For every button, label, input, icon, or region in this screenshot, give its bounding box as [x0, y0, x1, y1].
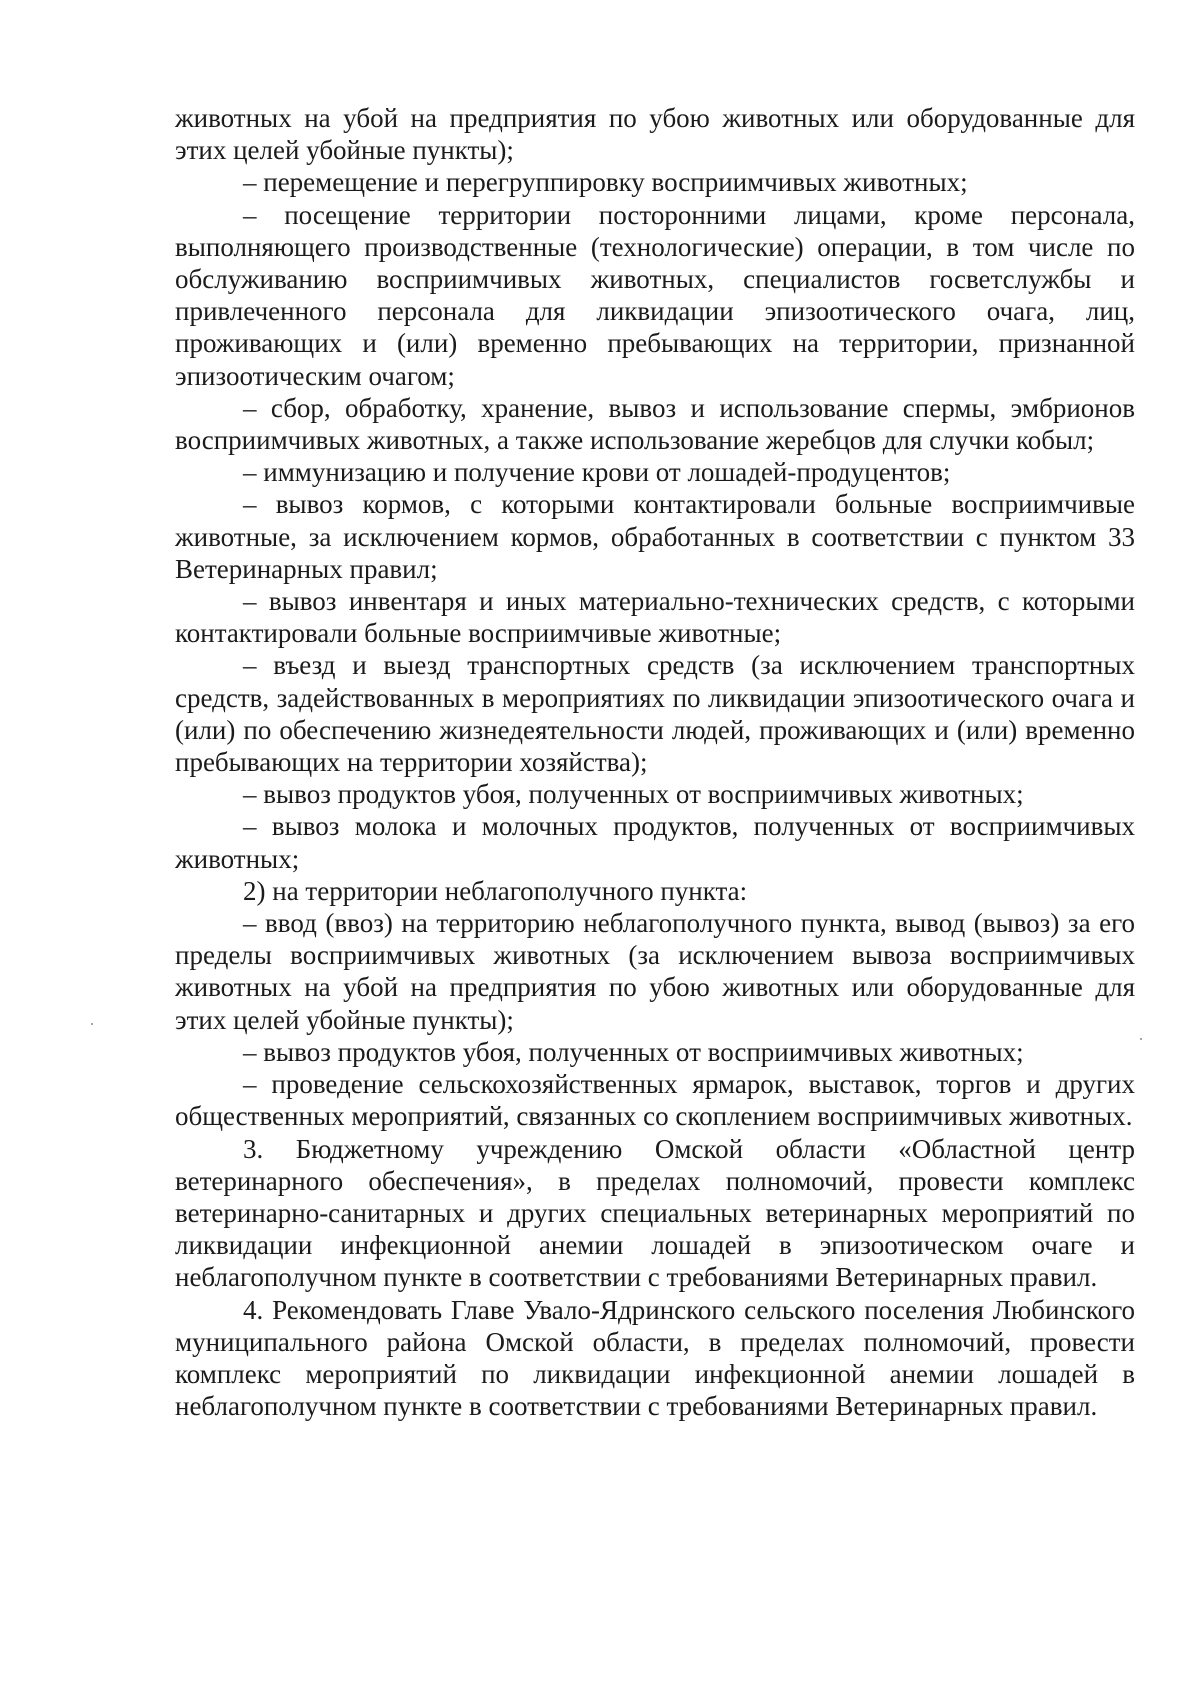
paragraph-slaughter-products-ban-2: – вывоз продуктов убоя, полученных от восприимчивых животных; [243, 1036, 1024, 1067]
scan-speck [91, 1023, 93, 1025]
scan-speck [1140, 1038, 1142, 1040]
paragraph-feed-ban: – вывоз кормов, с которыми контактировали больные восприимчивые животные, за исключением кормов, обработанных в соответствии с пунктом 33 Ветеринарных правил; [175, 489, 1135, 584]
paragraph-immunization-ban: – иммунизацию и получение крови от лошадей-продуцентов; [243, 457, 951, 488]
document-body [175, 102, 1135, 1422]
paragraph-slaughter-products-ban: – вывоз продуктов убоя, полученных от восприимчивых животных; [243, 779, 1024, 810]
paragraph-inventory-ban: – вывоз инвентаря и иных материально-технических средств, с которыми контактировали больные восприимчивые животные; [175, 586, 1135, 649]
paragraph-milk-ban: – вывоз молока и молочных продуктов, полученных от восприимчивых животных; [175, 811, 1135, 874]
paragraph-continuation: животных на убой на предприятия по убою животных или оборудованные для этих целей убойные пункты); [175, 103, 1135, 166]
paragraph-entry-exit-ban: – ввод (ввоз) на территорию неблагополучного пункта, вывод (вывоз) за его пределы восприимчивых животных (за исключением вывоза восприимчивых животных на убой на предприятия по убою животных или оборудованные для этих целей убойные пункты); [175, 908, 1135, 1035]
paragraph-sperm-ban: – сбор, обработку, хранение, вывоз и использование спермы, эмбрионов восприимчивых животных, а также использование жеребцов для случки кобыл; [175, 392, 1135, 456]
paragraph-item-4: 4. Рекомендовать Главе Увало-Ядринского сельского поселения Любинского муниципального района Омской области, в пределах полномочий, провести комплекс мероприятий по ликвидации инфекционной анемии лошадей в неблагополучном пункте в соответствии с требованиями Ветеринарных правил. [175, 1294, 1135, 1422]
paragraph-visit-ban: – посещение территории посторонними лицами, кроме персонала, выполняющего производственные (технологические) операции, в том числе по обслуживанию восприимчивых животных, специалистов госветслужбы и привлеченного персонала для ликвидации эпизоотического очага, лиц, проживающих и (или) временно пребывающих на территории, признанной эпизоотическим очагом; [175, 199, 1135, 391]
paragraph-subsection-2: 2) на территории неблагополучного пункта: [243, 875, 748, 906]
paragraph-relocation-ban: – перемещение и перегруппировку восприимчивых животных; [243, 167, 968, 198]
paragraph-fairs-ban: – проведение сельскохозяйственных ярмарок, выставок, торгов и других общественных мероприятий, связанных со скоплением восприимчивых животных. [175, 1069, 1135, 1132]
paragraph-item-3: 3. Бюджетному учреждению Омской области «Областной центр ветеринарного обеспечения», в пределах полномочий, провести комплекс ветеринарно-санитарных и других специальных ветеринарных мероприятий по ликвидации инфекционной анемии лошадей в эпизоотическом очаге и неблагополучном пункте в соответствии с требованиями Ветеринарных правил. [175, 1133, 1135, 1293]
paragraph-transport-ban: – въезд и выезд транспортных средств (за исключением транспортных средств, задействованных в мероприятиях по ликвидации эпизоотического очага и (или) по обеспечению жизнедеятельности людей, проживающих и (или) временно пребывающих на территории хозяйства); [175, 650, 1135, 778]
